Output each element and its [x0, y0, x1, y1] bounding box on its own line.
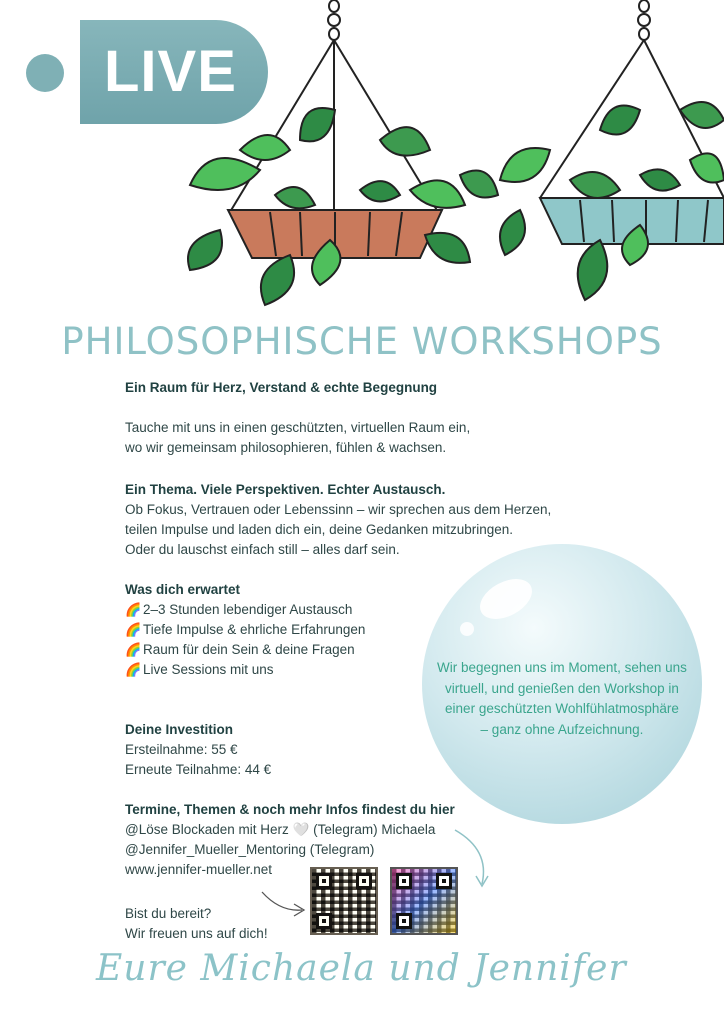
- qr-code-telegram-michaela[interactable]: [310, 867, 378, 935]
- intro-line-2: wo wir gemeinsam philosophieren, fühlen & wachsen.: [125, 440, 447, 455]
- list-item: 🌈 Raum für dein Sein & deine Fragen: [125, 640, 355, 660]
- qr-code-telegram-jennifer[interactable]: [390, 867, 458, 935]
- rainbow-icon: 🌈: [125, 622, 142, 637]
- hanging-plants-illustration: [180, 0, 724, 320]
- theme-heading: Ein Thema. Viele Perspektiven. Echter Austausch.: [125, 482, 446, 497]
- list-item: 🌈 Tiefe Impulse & ehrliche Erfahrungen: [125, 620, 365, 640]
- contact-heading: Termine, Themen & noch mehr Infos findest du hier: [125, 802, 455, 817]
- closing-line-2: Wir freuen uns auf dich!: [125, 926, 268, 941]
- live-badge: LIVE: [80, 20, 268, 124]
- list-item: 🌈 Live Sessions mit uns: [125, 660, 274, 680]
- telegram-link-jennifer[interactable]: @Jennifer_Mueller_Mentoring (Telegram): [125, 842, 375, 857]
- signature: Eure Michaela und Jennifer: [96, 948, 627, 989]
- rainbow-icon: 🌈: [125, 602, 142, 617]
- theme-line-1: Ob Fokus, Vertrauen oder Lebenssinn – wir sprechen aus dem Herzen,: [125, 502, 552, 517]
- price-repeat: Erneute Teilnahme: 44 €: [125, 762, 272, 777]
- investment-heading: Deine Investition: [125, 722, 234, 737]
- rainbow-icon: 🌈: [125, 642, 142, 657]
- intro-line-1: Tauche mit uns in einen geschützten, virtuellen Raum ein,: [125, 420, 471, 435]
- bubble-text: Wir begegnen uns im Moment, sehen uns virtuell, und genießen den Workshop in einer geschützten Wohlfühlatmosphäre – ganz ohne Aufzeichnung.: [437, 660, 687, 737]
- price-first: Ersteilnahme: 55 €: [125, 742, 238, 757]
- telegram-link-michaela[interactable]: @Löse Blockaden mit Herz 🤍 (Telegram) Michaela: [125, 822, 436, 837]
- page-title: PHILOSOPHISCHE WORKSHOPS: [61, 320, 663, 363]
- closing-line-1: Bist du bereit?: [125, 906, 212, 921]
- theme-line-3: Oder du lauschst einfach still – alles darf sein.: [125, 542, 400, 557]
- theme-line-2: teilen Impulse und laden dich ein, deine Gedanken mitzubringen.: [125, 522, 514, 537]
- live-dot: [26, 54, 64, 92]
- website-link[interactable]: www.jennifer-mueller.net: [125, 862, 273, 877]
- bubble-shine-small: [460, 622, 474, 636]
- plant-left: [230, 0, 438, 212]
- rainbow-icon: 🌈: [125, 662, 142, 677]
- list-item: 🌈 2–3 Stunden lebendiger Austausch: [125, 600, 352, 620]
- expect-heading: Was dich erwartet: [125, 582, 241, 597]
- intro-heading: Ein Raum für Herz, Verstand & echte Begegnung: [125, 380, 438, 395]
- leaves-left: [188, 108, 498, 305]
